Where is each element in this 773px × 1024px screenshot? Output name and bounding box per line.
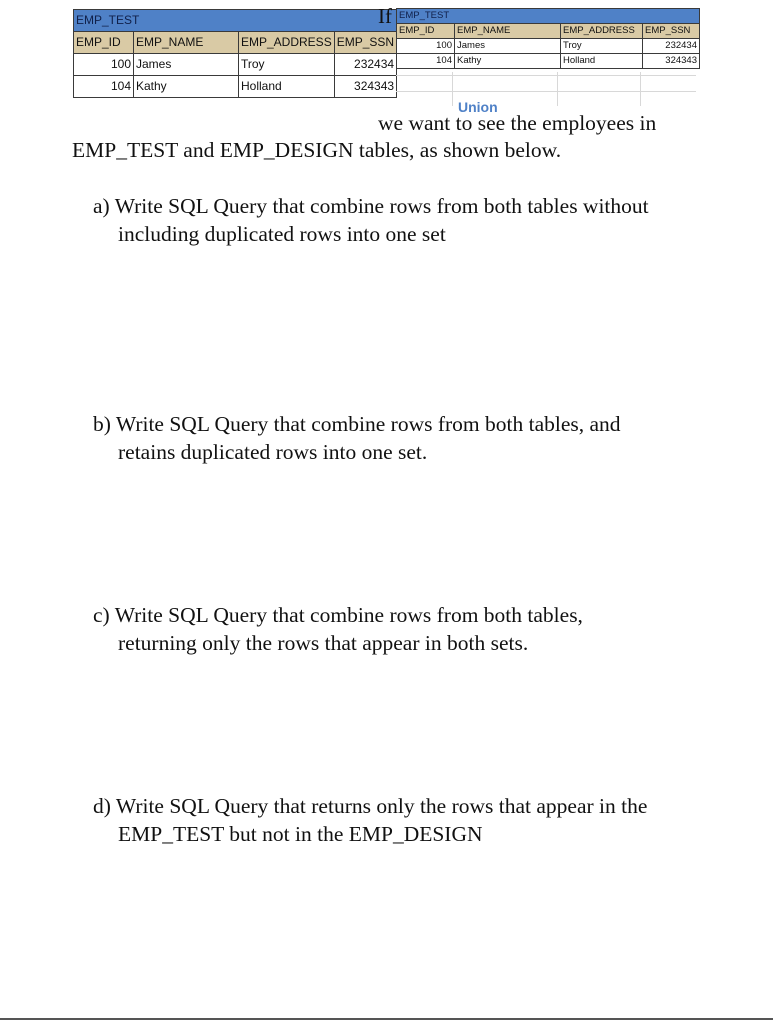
intro-line-2: EMP_TEST and EMP_DESIGN tables, as shown below.	[72, 138, 562, 162]
column-header: EMP_ADDRESS	[561, 24, 643, 39]
table-cell: Troy	[239, 54, 335, 76]
gridline	[640, 72, 641, 106]
question-a	[93, 192, 649, 248]
emp-test-table-right	[396, 8, 700, 69]
table-cell: 232434	[334, 54, 396, 76]
table-header-row	[397, 24, 700, 39]
gridline	[396, 91, 696, 92]
union-label: Union	[458, 99, 498, 115]
table-cell: Kathy	[455, 54, 561, 69]
question-line: d) Write SQL Query that returns only the rows that appear in the	[93, 794, 648, 818]
table-cell: 324343	[334, 76, 396, 98]
question-line: b) Write SQL Query that combine rows from both tables, and	[93, 412, 621, 436]
question-line: EMP_TEST but not in the EMP_DESIGN	[118, 822, 483, 846]
table-cell: 324343	[643, 54, 700, 69]
question-line: a) Write SQL Query that combine rows from both tables without	[93, 194, 649, 218]
table-row	[74, 76, 397, 98]
question-d	[93, 792, 647, 848]
intro-if-word: If	[378, 4, 392, 28]
table-cell: Troy	[561, 39, 643, 54]
question-line: retains duplicated rows into one set.	[118, 440, 428, 464]
gridline	[452, 72, 453, 106]
question-b	[93, 410, 621, 466]
table-row	[397, 54, 700, 69]
table-cell: Kathy	[134, 76, 239, 98]
emp-test-table-left	[73, 9, 397, 98]
table-cell: 232434	[643, 39, 700, 54]
table-header-row	[74, 32, 397, 54]
table-row	[397, 39, 700, 54]
table-cell: James	[455, 39, 561, 54]
table-cell: Holland	[239, 76, 335, 98]
column-header: EMP_NAME	[134, 32, 239, 54]
question-line: c) Write SQL Query that combine rows from both tables,	[93, 603, 583, 627]
page-bottom-rule	[0, 1018, 773, 1020]
table-row	[74, 54, 397, 76]
table-cell: 100	[74, 54, 134, 76]
column-header: EMP_ID	[74, 32, 134, 54]
table-cell: 104	[74, 76, 134, 98]
table-cell: James	[134, 54, 239, 76]
question-line: including duplicated rows into one set	[118, 222, 446, 246]
gridline	[396, 75, 696, 76]
column-header: EMP_SSN	[334, 32, 396, 54]
column-header: EMP_ID	[397, 24, 455, 39]
table-cell: Holland	[561, 54, 643, 69]
question-c	[93, 601, 583, 657]
table-title: EMP_TEST	[397, 9, 700, 24]
intro-line-1: we want to see the employees in	[378, 111, 657, 135]
table-title: EMP_TEST	[74, 10, 397, 32]
column-header: EMP_ADDRESS	[239, 32, 335, 54]
table-title-row	[74, 10, 397, 32]
gridline	[557, 72, 558, 106]
column-header: EMP_SSN	[643, 24, 700, 39]
table-cell: 100	[397, 39, 455, 54]
question-line: returning only the rows that appear in both sets.	[118, 631, 529, 655]
table-cell: 104	[397, 54, 455, 69]
table-title-row	[397, 9, 700, 24]
column-header: EMP_NAME	[455, 24, 561, 39]
